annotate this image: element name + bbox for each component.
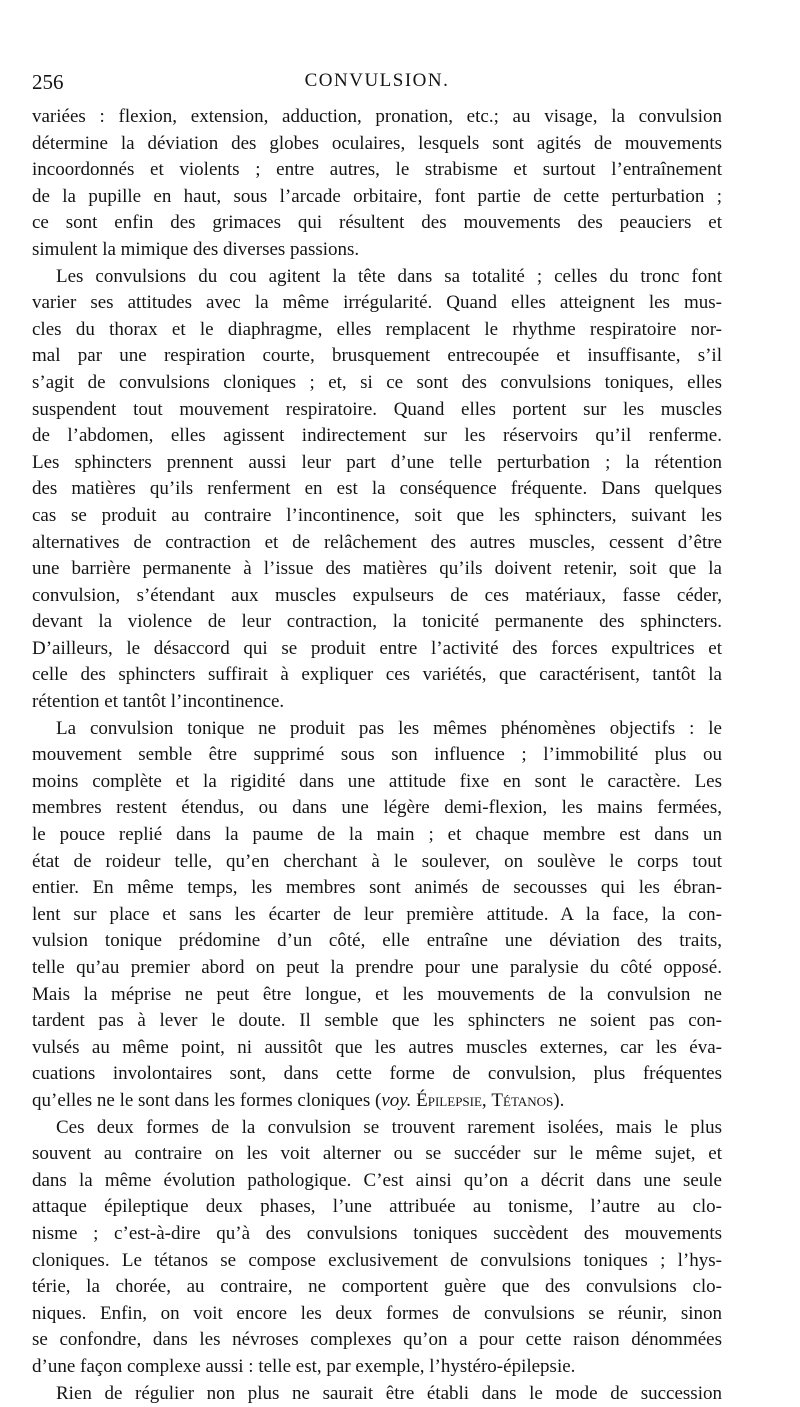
body-text	[32, 104, 722, 1407]
line-text: entier. En même temps, les membres sont animés de secousses qui les ébran-	[32, 877, 722, 898]
line-text: détermine la déviation des globes oculaires, lesquels sont agités de mouvements	[32, 133, 722, 154]
text-line	[32, 1168, 722, 1195]
text-line	[32, 1381, 722, 1407]
line-text: de la pupille en haut, sous l’arcade orbitaire, font partie de cette perturbation ;	[32, 186, 722, 207]
text-line	[32, 982, 722, 1009]
line-text: tardent pas à lever le doute. Il semble que les sphincters ne soient pas con-	[32, 1010, 722, 1031]
text-line	[32, 1221, 722, 1248]
text-line	[32, 849, 722, 876]
text-line	[32, 503, 722, 530]
line-text: s’agit de convulsions cloniques ; et, si ce sont des convulsions toniques, elles	[32, 372, 722, 393]
line-text: Rien de régulier non plus ne saurait être établi dans le mode de succession	[56, 1383, 722, 1404]
line-text: ce sont enfin des grimaces qui résultent des mouvements des peauciers et	[32, 212, 722, 233]
text-line	[32, 264, 722, 291]
text-line	[32, 1274, 722, 1301]
page-number: 256	[32, 70, 64, 95]
text-line	[32, 237, 722, 264]
text-line	[32, 769, 722, 796]
line-text: membres restent étendus, ou dans une légère demi-flexion, les mains fermées,	[32, 797, 722, 818]
line-text: cas se produit au contraire l’incontinence, soit que les sphincters, suivant les	[32, 505, 722, 526]
line-text: des matières qu’ils renferment en est la conséquence fréquente. Dans quelques	[32, 478, 722, 499]
page-header	[32, 70, 722, 100]
text-line	[32, 131, 722, 158]
line-text: mouvement semble être supprimé sous son influence ; l’immobilité plus ou	[32, 744, 722, 765]
line-text: vulsés au même point, ni aussitôt que les autres muscles externes, car les éva-	[32, 1037, 722, 1058]
running-head: CONVULSION.	[32, 70, 722, 92]
text-line	[32, 290, 722, 317]
line-text: Ces deux formes de la convulsion se trouvent rarement isolées, mais le plus	[56, 1117, 722, 1138]
text-line	[32, 1327, 722, 1354]
cross-reference: Épilepsie	[416, 1090, 482, 1111]
text-line	[32, 370, 722, 397]
line-text: nisme ; c’est-à-dire qu’à des convulsions toniques succèdent des mouvements	[32, 1223, 722, 1244]
line-text: térie, la chorée, au contraire, ne comportent guère que des convulsions clo-	[32, 1276, 722, 1297]
line-text: de l’abdomen, elles agissent indirectement sur les réservoirs qu’il renferme.	[32, 425, 722, 446]
text-line	[32, 1248, 722, 1275]
text-line	[32, 955, 722, 982]
text-line	[32, 397, 722, 424]
text-line	[32, 556, 722, 583]
line-text: d’une façon complexe aussi : telle est, par exemple, l’hystéro-épilepsie.	[32, 1356, 575, 1377]
text-line	[32, 104, 722, 131]
text-line	[32, 662, 722, 689]
line-text: dans la même évolution pathologique. C’est ainsi qu’on a décrit dans une seule	[32, 1170, 722, 1191]
cross-reference: Tétanos	[491, 1090, 553, 1111]
line-text: suspendent tout mouvement respiratoire. Quand elles portent sur les muscles	[32, 399, 722, 420]
text-line	[32, 875, 722, 902]
text-line	[32, 636, 722, 663]
text-line	[32, 476, 722, 503]
line-text: simulent la mimique des diverses passions.	[32, 239, 359, 260]
text-line	[32, 795, 722, 822]
line-text: Mais la méprise ne peut être longue, et les mouvements de la convulsion ne	[32, 984, 722, 1005]
line-text: cuations involontaires sont, dans cette forme de convulsion, plus fréquentes	[32, 1063, 722, 1084]
line-text: alternatives de contraction et de relâchement des autres muscles, cessent d’être	[32, 532, 722, 553]
line-text: vulsion tonique prédomine d’un côté, elle entraîne une déviation des traits,	[32, 930, 722, 951]
text-line	[32, 928, 722, 955]
line-text: état de roideur telle, qu’en cherchant à le soulever, on soulève le corps tout	[32, 851, 722, 872]
text-line	[32, 689, 722, 716]
text-line	[32, 609, 722, 636]
line-text: qu’elles ne le sont dans les formes cloniques	[32, 1090, 370, 1111]
line-text: lent sur place et sans les écarter de leur première attitude. A la face, la con-	[32, 904, 722, 925]
text-line	[32, 1035, 722, 1062]
text-line	[32, 184, 722, 211]
text-line	[32, 530, 722, 557]
line-text: D’ailleurs, le désaccord qui se produit entre l’activité des forces expultrices et	[32, 638, 722, 659]
text-line	[32, 1141, 722, 1168]
line-text: La convulsion tonique ne produit pas les mêmes phénomènes objectifs : le	[56, 718, 722, 739]
line-text: convulsion, s’étendant aux muscles expulseurs de ces matériaux, fasse céder,	[32, 585, 722, 606]
line-text: celle des sphincters suffirait à expliquer ces variétés, que caractérisent, tantôt la	[32, 664, 722, 685]
text-line	[32, 742, 722, 769]
text-line	[32, 902, 722, 929]
line-text: devant la violence de leur contraction, la tonicité permanente des sphincters.	[32, 611, 722, 632]
line-text: telle qu’au premier abord on peut la prendre pour une paralysie du côté opposé.	[32, 957, 722, 978]
line-text: attaque épileptique deux phases, l’une attribuée au tonisme, l’autre au clo-	[32, 1196, 722, 1217]
text-line	[32, 1194, 722, 1221]
text-line	[32, 583, 722, 610]
line-text: se confondre, dans les névroses complexes qu’on a pour cette raison dénommées	[32, 1329, 722, 1350]
text-line	[32, 1061, 722, 1088]
line-text: rétention et tantôt l’incontinence.	[32, 691, 284, 712]
text-line	[32, 1354, 722, 1381]
line-text: une barrière permanente à l’issue des matières qu’ils doivent retenir, soit que la	[32, 558, 722, 579]
text-line	[32, 423, 722, 450]
text-line	[32, 1301, 722, 1328]
text-line	[32, 450, 722, 477]
reference-abbrev: voy.	[381, 1090, 411, 1111]
line-text: mal par une respiration courte, brusquement entrecoupée et insuffisante, s’il	[32, 345, 722, 366]
line-text: Les sphincters prennent aussi leur part d’une telle perturbation ; la rétention	[32, 452, 722, 473]
text-line: qu’elles ne le sont dans les formes cloniques (voy. Épilepsie, Tétanos).	[32, 1088, 722, 1115]
line-text: niques. Enfin, on voit encore les deux formes de convulsions se réunir, sinon	[32, 1303, 722, 1324]
line-text: souvent au contraire on les voit alterner ou se succéder sur le même sujet, et	[32, 1143, 722, 1164]
text-line	[32, 317, 722, 344]
text-line	[32, 822, 722, 849]
text-line	[32, 210, 722, 237]
line-text: Les convulsions du cou agitent la tête dans sa totalité ; celles du tronc font	[56, 266, 722, 287]
line-text: cloniques. Le tétanos se compose exclusivement de convulsions toniques ; l’hys-	[32, 1250, 722, 1271]
line-text: varier ses attitudes avec la même irrégularité. Quand elles atteignent les mus-	[32, 292, 722, 313]
text-line	[32, 716, 722, 743]
text-line	[32, 1008, 722, 1035]
text-line	[32, 1115, 722, 1142]
text-line	[32, 343, 722, 370]
line-text: moins complète et la rigidité dans une attitude fixe en sont le caractère. Les	[32, 771, 722, 792]
line-text: cles du thorax et le diaphragme, elles remplacent le rhythme respiratoire nor-	[32, 319, 722, 340]
line-text: le pouce replié dans la paume de la main ; et chaque membre est dans un	[32, 824, 722, 845]
line-text: variées : flexion, extension, adduction, pronation, etc.; au visage, la convulsion	[32, 106, 722, 127]
text-line	[32, 157, 722, 184]
line-text: incoordonnés et violents ; entre autres, le strabisme et surtout l’entraînement	[32, 159, 722, 180]
